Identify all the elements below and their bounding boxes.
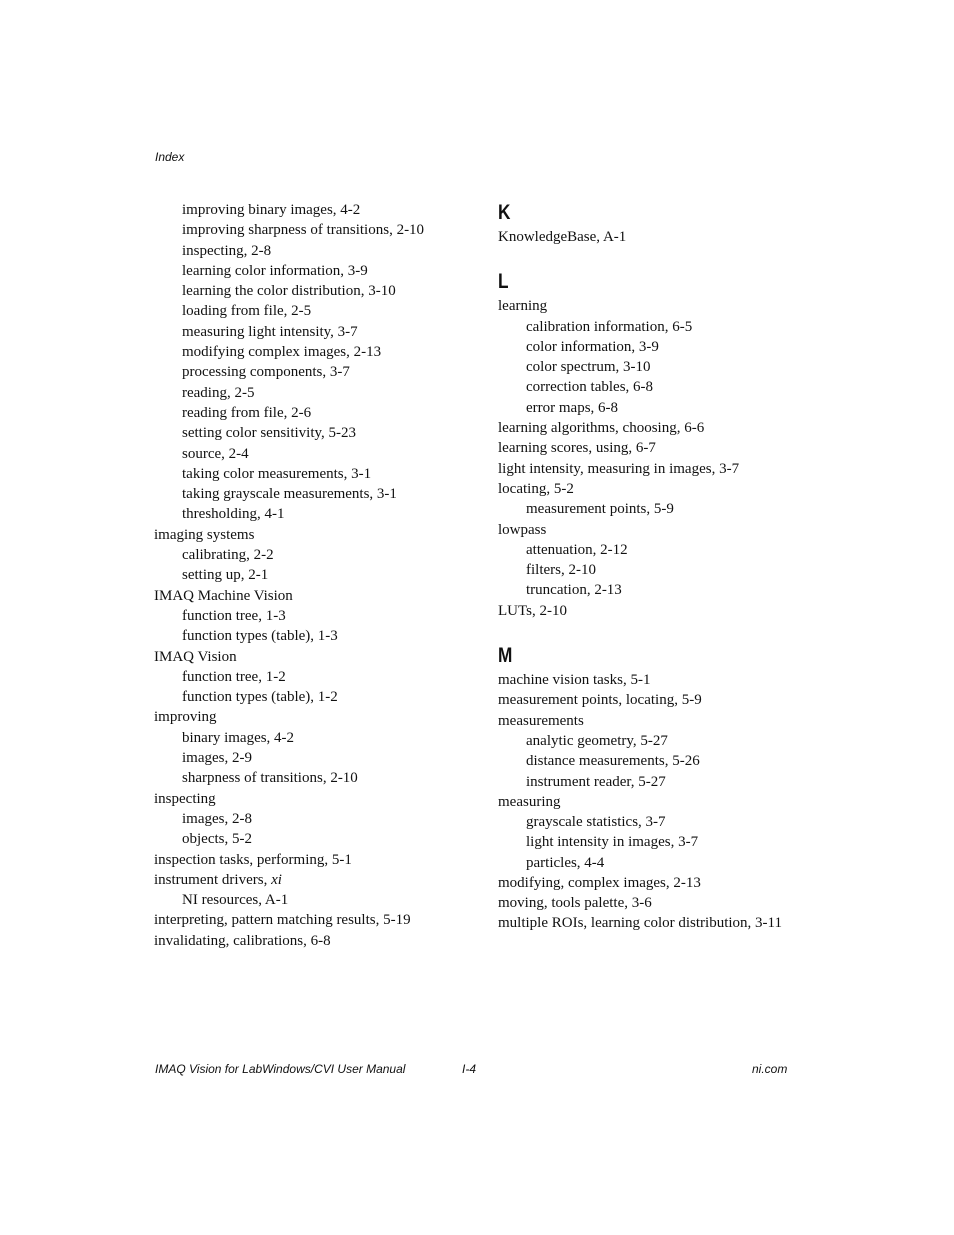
- section-gap: [498, 621, 798, 643]
- index-entry: learning: [498, 298, 548, 315]
- section-gap: [498, 247, 798, 269]
- index-entry: LUTs, 2-10: [498, 602, 567, 619]
- index-subentry: improving sharpness of transitions, 2-10: [182, 222, 425, 239]
- index-subentry: function tree, 1-2: [182, 668, 286, 685]
- index-entry: IMAQ Machine Vision: [154, 587, 293, 604]
- index-subentry: binary images, 4-2: [182, 729, 295, 746]
- index-subentry: NI resources, A-1: [182, 892, 289, 909]
- index-subentry: improving binary images, 4-2: [182, 202, 361, 218]
- index-entry: learning scores, using, 6-7: [498, 440, 656, 457]
- index-entry: measurement points, locating, 5-9: [498, 692, 702, 709]
- index-subentry: processing components, 3-7: [182, 364, 350, 381]
- index-subentry: learning the color distribution, 3-10: [182, 283, 396, 300]
- index-subentry: sharpness of transitions, 2-10: [182, 770, 358, 787]
- index-entry: measurements: [498, 712, 584, 729]
- index-subentry: thresholding, 4-1: [182, 506, 285, 523]
- index-entry: measuring: [498, 793, 561, 810]
- index-subentry: analytic geometry, 5-27: [526, 732, 668, 749]
- index-entry: imaging systems: [154, 526, 255, 543]
- index-entry: lowpass: [498, 521, 547, 538]
- index-subentry: reading, 2-5: [182, 384, 255, 401]
- index-subentry: reading from file, 2-6: [182, 404, 312, 421]
- index-left-column: [154, 200, 474, 951]
- index-entry: learning algorithms, choosing, 6-6: [498, 420, 705, 437]
- index-subentry: function tree, 1-3: [182, 607, 286, 624]
- index-subentry: loading from file, 2-5: [182, 303, 312, 320]
- index-subentry: calibration information, 6-5: [526, 318, 693, 335]
- index-subentry: grayscale statistics, 3-7: [526, 814, 666, 831]
- index-subentry: measurement points, 5-9: [526, 501, 674, 518]
- index-subentry: images, 2-8: [182, 810, 252, 827]
- index-entry: light intensity, measuring in images, 3-7: [498, 460, 740, 477]
- index-section-letter: M: [498, 644, 513, 668]
- index-subentry: setting color sensitivity, 5-23: [182, 425, 357, 442]
- index-subentry: particles, 4-4: [526, 854, 605, 871]
- index-subentry: source, 2-4: [182, 445, 249, 462]
- index-section-letter: L: [498, 270, 509, 294]
- index-entry: invalidating, calibrations, 6-8: [154, 932, 331, 949]
- index-subentry: truncation, 2-13: [526, 582, 622, 599]
- index-subentry: light intensity in images, 3-7: [526, 834, 699, 851]
- index-subentry: error maps, 6-8: [526, 399, 619, 416]
- index-entry: multiple ROIs, learning color distribution, 3-11: [498, 914, 782, 931]
- index-subentry: setting up, 2-1: [182, 567, 269, 584]
- index-right-column: [498, 200, 798, 933]
- index-entry: KnowledgeBase, A-1: [498, 229, 627, 245]
- index-subentry: filters, 2-10: [526, 562, 596, 579]
- index-subentry: color spectrum, 3-10: [526, 359, 651, 376]
- index-entry: inspecting: [154, 790, 216, 807]
- index-subentry: images, 2-9: [182, 750, 252, 767]
- index-entry: IMAQ Vision: [154, 648, 237, 665]
- index-entry: moving, tools palette, 3-6: [498, 895, 652, 912]
- index-entry: interpreting, pattern matching results, 5-19: [154, 912, 411, 929]
- index-subentry: taking grayscale measurements, 3-1: [182, 486, 397, 503]
- index-subentry: attenuation, 2-12: [526, 541, 628, 558]
- index-subentry: function types (table), 1-2: [182, 689, 338, 706]
- italic-page-ref: xi: [271, 871, 282, 888]
- index-subentry: calibrating, 2-2: [182, 547, 274, 564]
- index-subentry: taking color measurements, 3-1: [182, 465, 372, 482]
- index-subentry: modifying complex images, 2-13: [182, 344, 382, 361]
- footer-manual-title: IMAQ Vision for LabWindows/CVI User Manual: [155, 1062, 406, 1076]
- index-subentry: learning color information, 3-9: [182, 262, 368, 279]
- index-entry: machine vision tasks, 5-1: [498, 672, 651, 689]
- index-entry: inspection tasks, performing, 5-1: [154, 851, 352, 868]
- footer-website: ni.com: [752, 1062, 788, 1076]
- index-subentry: instrument reader, 5-27: [526, 773, 666, 790]
- index-subentry: measuring light intensity, 3-7: [182, 323, 358, 340]
- index-entry: locating, 5-2: [498, 480, 574, 497]
- index-subentry: objects, 5-2: [182, 831, 252, 848]
- index-subentry: distance measurements, 5-26: [526, 753, 700, 770]
- index-section-letter: K: [498, 201, 511, 224]
- index-subentry: color information, 3-9: [526, 338, 659, 355]
- running-head: Index: [155, 150, 185, 164]
- index-subentry: function types (table), 1-3: [182, 628, 338, 645]
- index-entry: instrument drivers, xi: [154, 871, 282, 888]
- index-subentry: correction tables, 6-8: [526, 379, 654, 396]
- index-subentry: inspecting, 2-8: [182, 242, 272, 259]
- index-entry: improving: [154, 709, 217, 726]
- index-entry: modifying, complex images, 2-13: [498, 875, 701, 892]
- footer-page-number: I-4: [462, 1062, 477, 1076]
